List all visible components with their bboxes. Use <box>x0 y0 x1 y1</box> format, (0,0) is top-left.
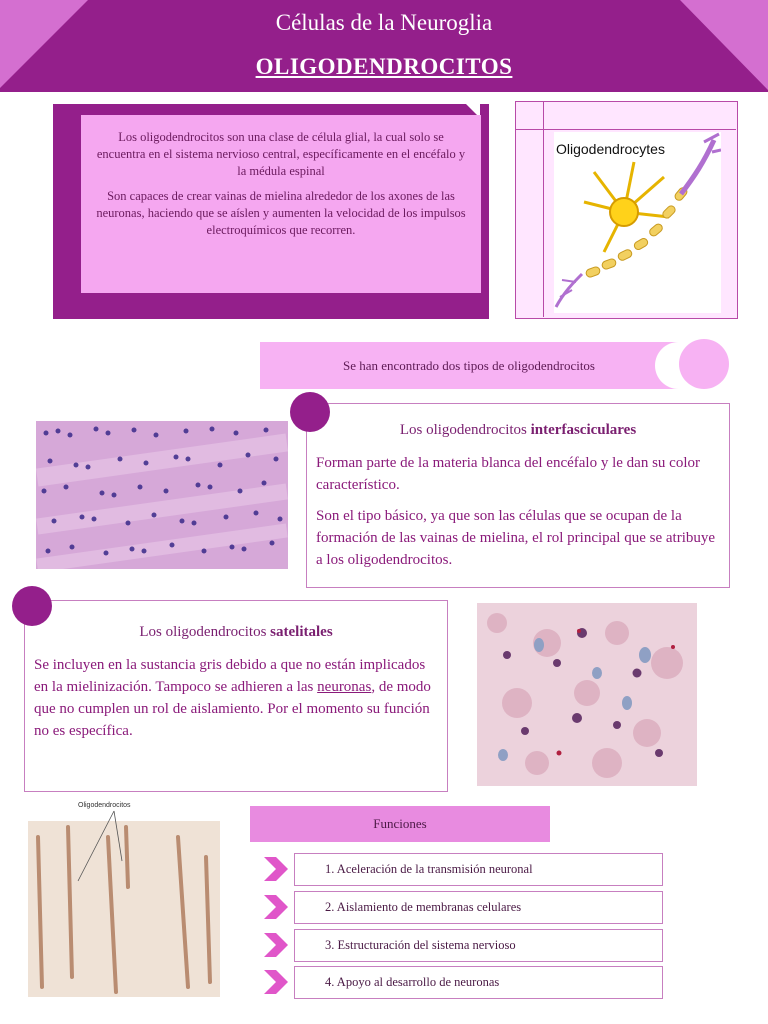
functions-heading: Funciones <box>373 816 427 831</box>
interfascicular-title-prefix: Los oligodendrocitos <box>399 422 531 438</box>
interfascicular-paragraph-1: Forman parte de la materia blanca del encéfalo y le dan su color característico. <box>316 455 700 493</box>
chevron-right-icon <box>264 895 288 919</box>
page-title: Células de la Neuroglia <box>275 10 493 35</box>
functions-heading-bar <box>250 806 550 842</box>
oligodendrocitos-micrograph <box>28 797 220 997</box>
satellite-title-prefix: Los oligodendrocitos <box>139 624 271 640</box>
chevron-right-icon <box>264 857 288 881</box>
function-item-2-text: 2. Aislamiento de membranas celulares <box>325 900 522 914</box>
interfascicular-body <box>316 452 720 580</box>
satellite-card-dot <box>12 586 52 626</box>
neuronas-link[interactable]: neuronas <box>317 679 372 695</box>
frame-line-horizontal <box>515 129 736 130</box>
intro-card <box>81 115 481 293</box>
function-item-3 <box>294 929 663 962</box>
function-item-4-text: 4. Apoyo al desarrollo de neuronas <box>325 975 500 989</box>
interfascicular-title <box>306 422 730 439</box>
types-banner-text: Se han encontrado dos tipos de oligodendrocitos <box>342 358 595 373</box>
chevron-right-icon <box>264 933 288 957</box>
satellite-body <box>34 654 438 751</box>
oligodendrocyte-illustration <box>554 132 721 313</box>
intro-paragraph-1: Los oligodendrocitos son una clase de célula glial, la cual solo se encuentra en el sistema nervioso central, específicamente en el encéfalo y la médula espinal <box>96 130 466 178</box>
page-subtitle: OLIGODENDROCITOS <box>255 54 513 79</box>
micrograph-label: Oligodendrocitos <box>78 802 131 809</box>
satellite-title-bold: satelitales <box>270 624 333 640</box>
function-item-4 <box>294 966 663 999</box>
satellite-paragraph <box>34 654 438 742</box>
figure-label: Oligodendrocytes <box>556 141 665 157</box>
types-banner <box>260 342 678 389</box>
interfascicular-micrograph <box>36 421 288 569</box>
chevron-right-icon <box>264 970 288 994</box>
function-item-1-text: 1. Aceleración de la transmisión neuronal <box>325 862 533 876</box>
types-banner-circle <box>679 339 729 389</box>
frame-line-vertical <box>543 101 544 317</box>
interfascicular-title-bold: interfasciculares <box>530 422 637 438</box>
function-item-3-text: 3. Estructuración del sistema nervioso <box>325 938 516 952</box>
satellite-text-after: , de modo que no cumplen un rol de aislamiento. Por el momento su función no es específica. <box>34 679 431 739</box>
function-item-1 <box>294 853 663 886</box>
satellite-micrograph <box>477 603 697 786</box>
intro-paragraph-2: Son capaces de crear vainas de mielina alrededor de los axones de las neuronas, haciendo que se aíslen y aumenten la velocidad de los impulsos electroquímicos que recorren. <box>96 189 466 237</box>
function-item-2 <box>294 891 663 924</box>
satellite-text-before: Se incluyen en la sustancia gris debido a que no están implicados en la mielinización. Tampoco se adhieren a las <box>34 657 426 695</box>
satellite-title <box>24 624 448 641</box>
interfascicular-paragraph-2: Son el tipo básico, ya que son las células que se ocupan de la formación de las vainas de mielina, el rol principal que se atribuye a los oligodendrocitos. <box>316 508 716 568</box>
